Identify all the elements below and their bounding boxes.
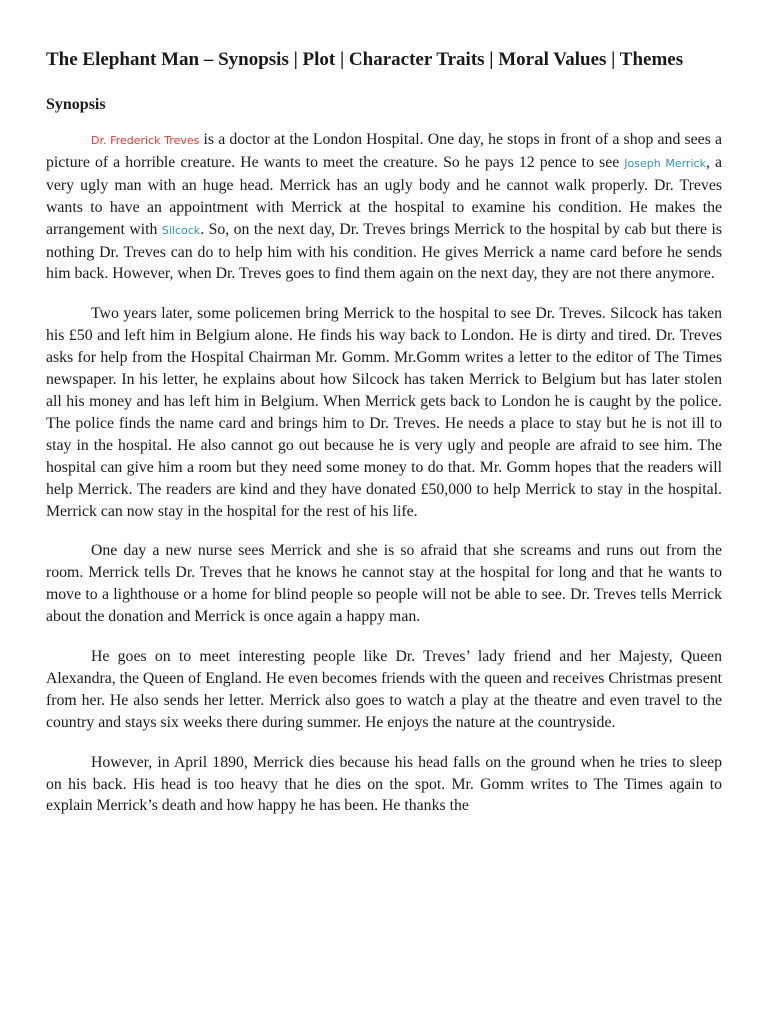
paragraph-5: However, in April 1890, Merrick dies because his head falls on the ground when he tries to sleep on his back. His head is too heavy that he dies on the spot. Mr. Gomm writes to The Times again to explain Merrick’s death and how happy he has been. He thanks the	[46, 753, 722, 815]
paragraph-1-text-a: is a doctor at the London Hospital. One day, he stops in front of a shop and sees a picture of a horrible creature. He wants to meet the creature. So he pays 12 pence to see	[46, 131, 722, 171]
paragraph-1-text-b: , a very ugly man with an huge head. Merrick has an ugly body and he cannot walk properly. Dr. Treves wants to have an appointment with Merrick at the hospital to examine his condition. He makes the arrangement with	[46, 153, 722, 238]
link-frederick-treves[interactable]: Dr. Frederick Treves	[91, 134, 200, 147]
paragraph-1-text-c: . So, on the next day, Dr. Treves brings Merrick to the hospital by cab but there is nothing Dr. Treves can do to help him with his condition. He gives Merrick a name card before he sends him back. However, when Dr. Treves goes to find them again on the next day, they are not there anymore.	[46, 220, 722, 283]
section-heading-synopsis: Synopsis	[46, 96, 106, 113]
link-silcock[interactable]: Silcock	[161, 223, 201, 237]
paragraph-4: He goes on to meet interesting people like Dr. Treves’ lady friend and her Majesty, Queen Alexandra, the Queen of England. He even becomes friends with the queen and receives Christmas present from her. He also sends her letter. Merrick also goes to watch a play at the theatre and even travel to the country and stays six weeks there during summer. He enjoys the nature at the countryside.	[46, 648, 722, 731]
link-joseph-merrick[interactable]: Joseph Merrick	[624, 156, 706, 170]
paragraph-3: One day a new nurse sees Merrick and she is so afraid that she screams and runs out from the room. Merrick tells Dr. Treves that he knows he cannot stay at the hospital for long and that he wants to move to a lighthouse or a home for blind people so people will not be able to see. Dr. Treves tells Merrick about the donation and Merrick is once again a happy man.	[46, 542, 722, 626]
page-title: The Elephant Man – Synopsis | Plot | Character Traits | Moral Values | Themes	[46, 49, 684, 70]
paragraph-2: Two years later, some policemen bring Merrick to the hospital to see Dr. Treves. Silcock has taken his £50 and left him in Belgium alone. He finds his way back to London. He is dirty and tired. Dr. Treves asks for help from the Hospital Chairman Mr. Gomm. Mr.Gomm writes a letter to the editor of The Times newspaper. In his letter, he explains about how Silcock has taken Merrick to Belgium but has later stolen all his money and has left him in Belgium. When Merrick gets back to London he is caught by the police. The police finds the name card and brings him to Dr. Treves. He needs a place to stay but he is not ill to stay in the hospital. He also cannot go out because he is very ugly and people are afraid to see him. The hospital can give him a room but they need some money to do that. Mr. Gomm hopes that the readers will help Merrick. The readers are kind and they have donated £50,000 to help Merrick to stay in the hospital. Merrick can now stay in the hospital for the rest of his life.	[46, 305, 722, 520]
paragraph-1	[46, 129, 722, 285]
document-page	[46, 48, 722, 835]
